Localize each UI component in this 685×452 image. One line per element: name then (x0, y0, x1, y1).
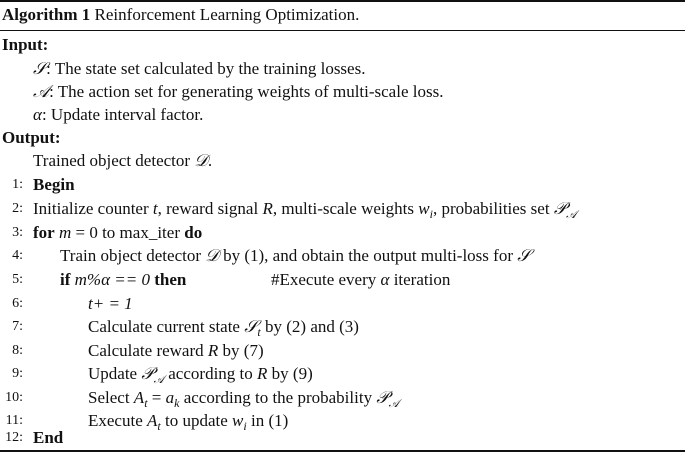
line-number: 6: (12, 296, 23, 311)
line-number: 3: (12, 225, 23, 240)
algorithm-caption (2, 5, 359, 25)
algorithm-block: Algorithm 1 Reinforcement Learning Optimization. Input: 𝒮: The state set calculated by the training losses. 𝒜: The action set for generating weights of multi-scale loss. α: Update interval factor. Output: Trained object detector 𝒟. 1: Begin 2: Initialize counter t, reward signal R, multi-scale weights $w_i$, probabilities set 𝒫$_𝒜$ 3: for m = 0 to max_iter do 4: Train object detector 𝒟 by (1), and obtain the output multi-loss for 𝒮 5: if m%α == 0 then #Execute every α iteration 6: t+ = 1 7: Calculate current state 𝒮$_t$ by (2) and (3) 8: Calculate reward R by (7) 9: Update 𝒫$_𝒜$ according to R by (9) 10: Select $A_t = a_k$ according to the probability 𝒫$_𝒜$ 11: Execute $A_t$ to update $w_i$ in (1) 12: End (0, 0, 685, 452)
begin-keyword: Begin (33, 175, 75, 194)
output-text: Trained object detector (33, 151, 195, 170)
line-text: Initialize counter t, reward signal R, multi-scale weights $w_i$, probabilities set 𝒫$_𝒜$ (33, 199, 577, 221)
line-number: 2: (12, 201, 23, 216)
line-number: 4: (12, 248, 23, 263)
line-text: Update 𝒫$_𝒜$ according to R by (9) (88, 364, 313, 386)
line-number: 5: (12, 272, 23, 287)
line-text: Select $A_t = a_k$ according to the probability 𝒫$_𝒜$ (88, 388, 399, 410)
output-heading: Output: (2, 128, 61, 147)
input-heading: Input: (2, 35, 49, 54)
line-text: t+ = 1 (88, 294, 133, 313)
line-text: Execute $A_t$ to update $w_i$ in (1) (88, 411, 289, 433)
algorithm-title: Reinforcement Learning Optimization. (94, 5, 360, 24)
line-text: Calculate reward R by (7) (88, 341, 264, 360)
input-item-text: : Update interval factor. (41, 105, 204, 124)
line-text: for m = 0 to max_iter do (33, 223, 203, 242)
line-number: 9: (12, 366, 23, 381)
line-number: 12: (5, 430, 23, 445)
input-item-text: : The state set calculated by the training losses. (46, 59, 366, 78)
alpha-symbol: α (33, 105, 42, 124)
detector-symbol: 𝒟 (194, 151, 208, 171)
top-rule (0, 0, 685, 2)
line-number: 10: (5, 390, 23, 405)
input-item-text: : The action set for generating weights of multi-scale loss. (49, 82, 444, 101)
end-keyword: End (33, 428, 64, 447)
action-set-symbol: 𝒜 (33, 82, 50, 102)
line-number: 1: (12, 177, 23, 192)
line-text: Calculate current state 𝒮$_t$ by (2) and (3) (88, 317, 359, 339)
algorithm-label: Algorithm 1 (2, 5, 91, 24)
line-number: 7: (12, 319, 23, 334)
line-number: 11: (5, 413, 23, 428)
line-number: 8: (12, 343, 23, 358)
state-set-symbol: 𝒮 (33, 59, 47, 79)
caption-rule (0, 30, 685, 31)
line-text: if m%α == 0 then (60, 270, 187, 289)
line-comment: #Execute every α iteration (271, 270, 451, 289)
line-text: Train object detector 𝒟 by (1), and obtain the output multi-loss for 𝒮 (60, 246, 531, 266)
